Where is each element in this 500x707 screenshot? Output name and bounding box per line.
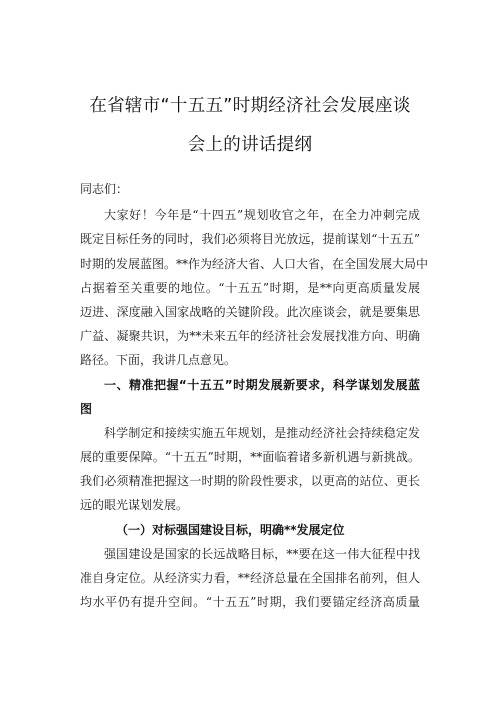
- section-1-body-line-3: 我们必须精准把握这一时期的阶段性要求，以更高的站位、更长: [80, 474, 420, 488]
- subsection-1-heading: （一）对标强国建设目标，明确**发展定位: [116, 523, 345, 537]
- intro-line-1: 大家好！今年是“十四五”规划收官之年，在全力冲刺完成: [104, 208, 420, 222]
- section-1-heading-line-1: 一、精准把握“十五五”时期发展新要求，科学谋划发展蓝: [104, 378, 420, 392]
- subsection-1-body-line-1: 强国建设是国家的长远战略目标，**要在这一伟大征程中找: [104, 547, 420, 561]
- document-title-line-1: 在省辖市“十五五”时期经济社会发展座谈: [89, 96, 411, 116]
- section-1-body-line-2: 展的重要保障。“十五五”时期，**面临着诸多新机遇与新挑战。: [80, 450, 420, 464]
- intro-line-7: 路径。下面，我讲几点意见。: [80, 353, 237, 367]
- salutation: 同志们：: [80, 182, 129, 196]
- section-1-heading-line-2: 图: [80, 402, 93, 416]
- section-1-body-line-4: 远的眼光谋划发展。: [80, 498, 189, 512]
- subsection-1-body-line-2: 准自身定位。从经济实力看，**经济总量在全国排名前列，但人: [80, 571, 420, 585]
- intro-line-6: 广益、凝聚共识，为**未来五年的经济社会发展找准方向、明确: [80, 329, 420, 343]
- intro-line-4: 占据着至关重要的地位。“十五五”时期，是**向更高质量发展: [80, 281, 420, 295]
- intro-line-2: 既定目标任务的同时，我们必须将目光放远，提前谋划“十五五”: [80, 232, 420, 246]
- section-1-body-line-1: 科学制定和接续实施五年规划，是推动经济社会持续稳定发: [104, 426, 420, 440]
- subsection-1-body-line-3: 均水平仍有提升空间。“十五五”时期，我们要锚定经济高质量: [80, 595, 420, 609]
- document-title-line-2: 会上的讲话提纲: [187, 135, 313, 155]
- intro-line-3: 时期的发展蓝图。**作为经济大省、人口大省，在全国发展大局中: [80, 257, 429, 271]
- intro-line-5: 迈进、深度融入国家战略的关键阶段。此次座谈会，就是要集思: [80, 305, 420, 319]
